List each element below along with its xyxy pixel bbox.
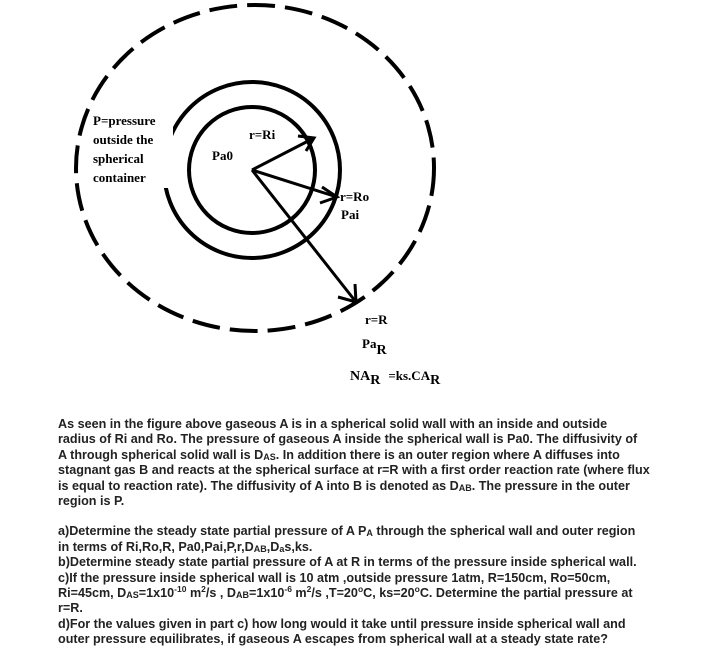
problem-statement	[58, 417, 698, 648]
r-pressure-label: PaR	[362, 336, 387, 358]
question-c: c)If the pressure inside spherical wall is 10 atm ,outside pressure 1atm, R=150cm, Ro=50cm,	[58, 570, 611, 585]
question-d-cont: outer pressure equilibrates, if gaseous A escapes from spherical wall at a steady state rate?	[58, 632, 608, 647]
intro-line: As seen in the figure above gaseous A is in a spherical solid wall with an inside and outside	[58, 417, 608, 431]
paragraph-gap	[58, 509, 698, 524]
flux-equation: NAR =ks.CAR	[350, 368, 441, 388]
question-a-cont: in terms of Ri,Ro,R, $Pa0,Pai,P,r,D_{AB},D_as,ks$.	[58, 539, 313, 554]
question-a: a)Determine the steady state partial pressure of A $P_A$ through the spherical wall and outer region	[58, 524, 636, 539]
intro-line: stagnant gas B and reacts at the spherical surface at r=R with a first order reaction rate (where flux	[58, 463, 650, 478]
intro-line: A through spherical solid wall is $D_{AS}$. In addition there is an outer region where A diffuses into	[58, 447, 620, 462]
inner-pressure-label: Pa0	[212, 148, 233, 163]
question-c-cont: Ri=45cm, $D_{AS}=1x10^{-10}$ $m^2/s$ , $D_{AB}=1x10^{-6}$ $m^2/s$ $,T=20^oC$, $ks=20^oC$. Determine the partial pressure at	[58, 584, 633, 601]
intro-line: is equal to reaction rate). The diffusivity of A into B is denoted as $D_{AB}$. The pressure in the outer	[58, 478, 630, 493]
intro-line: region is P.	[58, 494, 125, 509]
ro-pressure-label: Pai	[341, 207, 360, 222]
ri-label: r=Ri	[249, 127, 276, 142]
outside-pressure-label: P=pressure outside the spherical container	[93, 113, 156, 185]
intro-line: radius of Ri and Ro. The pressure of gaseous A inside the spherical wall is Pa0. The diffusivity of	[58, 432, 638, 447]
ro-label: r=Ro	[340, 189, 370, 204]
r-label: r=R	[365, 312, 388, 327]
question-b: b)Determine steady state partial pressure of A at R in terms of the pressure inside spherical wall.	[58, 555, 637, 570]
question-c-cont: r=R.	[58, 601, 83, 616]
question-d: d)For the values given in part c) how long would it take until pressure inside spherical wall and	[58, 616, 626, 631]
